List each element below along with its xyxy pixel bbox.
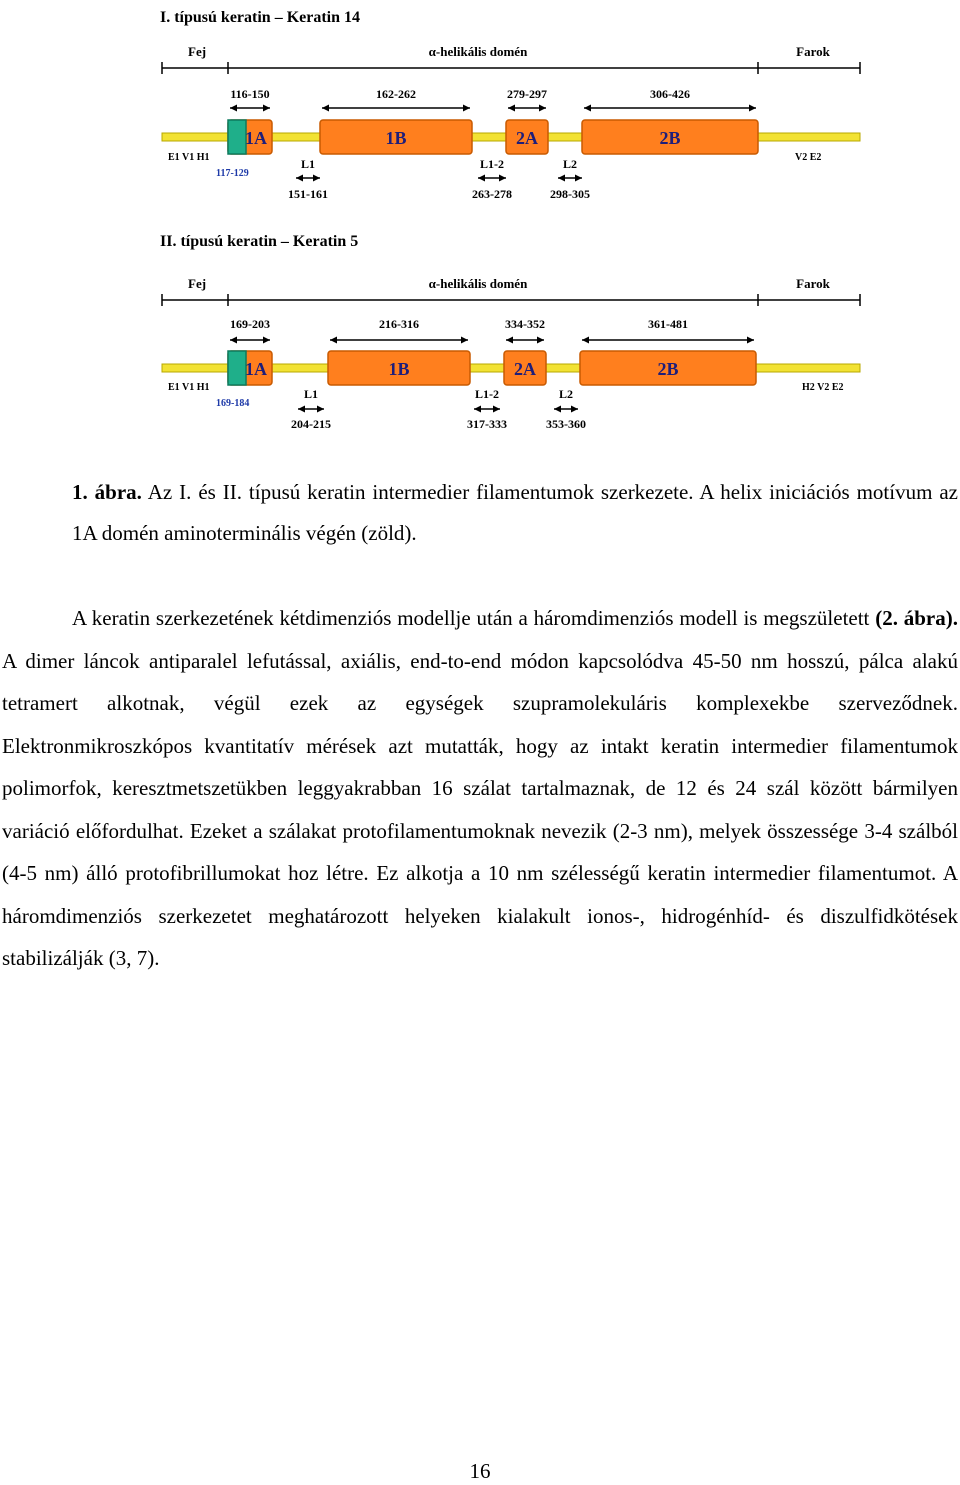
- page-number: 16: [469, 1459, 491, 1483]
- panel2-linker-arrow-L1-head-left: [298, 406, 305, 413]
- panel1-domain-arrow-2A-head-right: [539, 105, 546, 112]
- panel2-helix-motif-label: 169-184: [216, 398, 250, 409]
- panel2-domain-arrow-2A-head-right: [537, 337, 544, 344]
- panel1-linker-label-L1: L1: [300, 157, 316, 171]
- panel2-domain-label-2A: 2A: [514, 359, 536, 379]
- panel1-domain-label-1A: 1A: [245, 128, 267, 148]
- paragraph-part1: A keratin szerkezetének kétdimenziós modellje után a háromdimenziós modell is megszületett: [72, 606, 876, 630]
- panel1-domain-range-1B: 162-262: [376, 87, 416, 101]
- panel2-domain-arrow-2B-head-right: [747, 337, 754, 344]
- panel1-title: I. típusú keratin – Keratin 14: [160, 9, 361, 26]
- panel1-linker-arrow-L1-head-right: [313, 175, 320, 182]
- panel1-right-end-label: V2 E2: [795, 152, 822, 163]
- panel1-linker-arrow-L1-2-head-left: [478, 175, 485, 182]
- panel2-linker-arrow-L1-2-head-right: [493, 406, 500, 413]
- panel1-domain-arrow-2A-head-left: [508, 105, 515, 112]
- panel1-head-label: Fej: [188, 44, 207, 59]
- panel2-domain-range-2A: 334-352: [505, 317, 545, 331]
- caption-text: Az I. és II. típusú keratin intermedier filamentumok szerkezete. A helix iniciációs motívum az 1A domén aminoterminális végén (zöld).: [72, 480, 959, 545]
- panel2-helix-motif: [228, 351, 246, 385]
- panel1-domain-range-2A: 279-297: [507, 87, 547, 101]
- panel1-linker-range-L2: 298-305: [550, 187, 590, 201]
- panel1-tail-label: Farok: [796, 44, 830, 59]
- panel1-linker-range-L1: 151-161: [288, 187, 328, 201]
- panel1-domain-label-2B: 2B: [659, 128, 681, 148]
- keratin-diagram: [148, 0, 873, 460]
- panel2-title: II. típusú keratin – Keratin 5: [160, 233, 359, 250]
- panel2-domain-range-1A: 169-203: [230, 317, 270, 331]
- panel2-tail-label: Farok: [796, 276, 830, 291]
- panel1-linker-arrow-L2-head-right: [575, 175, 582, 182]
- panel2-domain-range-1B: 216-316: [379, 317, 419, 331]
- panel1-linker-label-L1-2: L1-2: [480, 157, 504, 171]
- panel1-domain-label-1B: 1B: [385, 128, 407, 148]
- panel2-linker-range-L2: 353-360: [546, 417, 586, 431]
- panel2-left-end-label: E1 V1 H1: [168, 382, 210, 393]
- panel2-linker-arrow-L1-2-head-left: [474, 406, 481, 413]
- panel1-domain-range-2B: 306-426: [650, 87, 690, 101]
- caption-lead: 1. ábra.: [72, 480, 142, 504]
- panel1-linker-arrow-L1-2-head-right: [499, 175, 506, 182]
- panel2-domain-arrow-2A-head-left: [506, 337, 513, 344]
- paragraph-indent: [2, 606, 72, 630]
- panel2-linker-label-L1: L1: [303, 387, 319, 401]
- panel1-domain-arrow-1A-head-left: [230, 105, 237, 112]
- panel1-domain-arrow-1B-head-right: [463, 105, 470, 112]
- panel2-linker-label-L2: L2: [558, 387, 574, 401]
- panel1-linker-range-L1-2: 263-278: [472, 187, 512, 201]
- panel2-domain-arrow-1A-head-left: [230, 337, 237, 344]
- panel1-linker-arrow-L2-head-left: [558, 175, 565, 182]
- panel1-helix-motif-label: 117-129: [216, 168, 249, 179]
- panel2-linker-range-L1-2: 317-333: [467, 417, 507, 431]
- panel2-rod-label: α-helikális domén: [428, 276, 528, 291]
- panel2-domain-label-2B: 2B: [657, 359, 679, 379]
- panel2-domain-arrow-1B-head-left: [330, 337, 337, 344]
- panel2-domain-label-1A: 1A: [245, 359, 267, 379]
- panel1-domain-label-2A: 2A: [516, 128, 538, 148]
- panel2-linker-label-L1-2: L1-2: [475, 387, 499, 401]
- panel2-domain-arrow-2B-head-left: [582, 337, 589, 344]
- panel1-domain-arrow-2B-head-right: [749, 105, 756, 112]
- panel2-right-end-label: H2 V2 E2: [802, 382, 844, 393]
- panel2-linker-range-L1: 204-215: [291, 417, 331, 431]
- panel2-domain-arrow-1A-head-right: [263, 337, 270, 344]
- body-paragraph: [2, 597, 958, 980]
- figure-caption: [72, 472, 958, 554]
- panel1-domain-arrow-2B-head-left: [584, 105, 591, 112]
- panel2-domain-label-1B: 1B: [388, 359, 410, 379]
- panel2-head-label: Fej: [188, 276, 207, 291]
- panel1-linker-arrow-L1-head-left: [296, 175, 303, 182]
- panel1-helix-motif: [228, 120, 246, 154]
- paragraph-part2: A dimer láncok antiparalel lefutással, axiális, end-to-end módon kapcsolódva 45-50 nm hosszú, pálca alakú tetramert alkotnak, végül ezek az egységek szupramolekuláris komplexekbe szerveződnek. Elektronmikroszkópos kvantitatív mérések azt mutatták, hogy az intakt keratin intermedier filamentumok polimorfok, keresztmetszetükben leggyakrabban 16 szálat tartalmaznak, de 12 és 24 szál között bármilyen variáció előfordulhat. Ezeket a szálakat protofilamentumoknak nevezik (2-3 nm), melyek összessége 3-4 szálból (4-5 nm) álló protofibrillumokat hoz létre. Ez alkotja a 10 nm szélességű keratin intermedier filamentumot. A háromdimenziós szerkezetet meghatározott helyeken kialakult ionos-, hidrogénhíd- és diszulfidkötések stabilizálják (3, 7).: [2, 648, 958, 970]
- keratin-structure-figure: [148, 0, 873, 460]
- panel2-linker-arrow-L2-head-left: [554, 406, 561, 413]
- panel1-rod-label: α-helikális domén: [428, 44, 528, 59]
- panel1-left-end-label: E1 V1 H1: [168, 152, 210, 163]
- panel2-domain-range-2B: 361-481: [648, 317, 688, 331]
- panel2-linker-arrow-L1-head-right: [317, 406, 324, 413]
- panel1-domain-range-1A: 116-150: [230, 87, 270, 101]
- panel1-domain-arrow-1A-head-right: [263, 105, 270, 112]
- panel1-domain-arrow-1B-head-left: [322, 105, 329, 112]
- panel1-linker-label-L2: L2: [562, 157, 578, 171]
- panel2-domain-arrow-1B-head-right: [461, 337, 468, 344]
- panel2-linker-arrow-L2-head-right: [571, 406, 578, 413]
- figure-reference: (2. ábra).: [875, 606, 958, 630]
